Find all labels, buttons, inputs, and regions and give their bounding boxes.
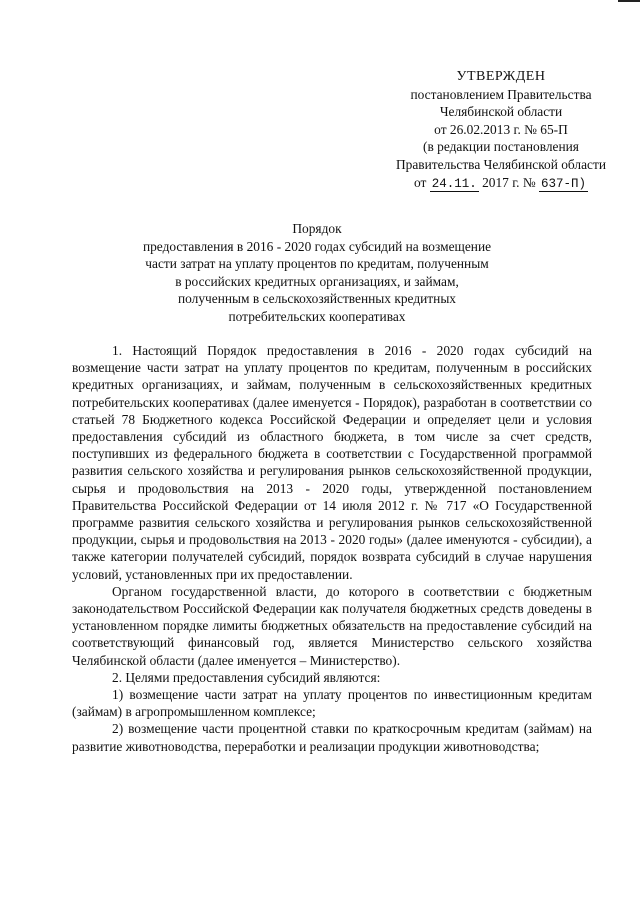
approval-line: (в редакции постановления bbox=[423, 139, 579, 155]
approval-line: Правительства Челябинской области bbox=[396, 156, 606, 172]
approval-title: УТВЕРЖДЕН bbox=[456, 69, 546, 84]
title-line: части затрат на уплату процентов по кредитам, полученным bbox=[145, 256, 489, 272]
approval-line: Челябинской области bbox=[439, 104, 563, 120]
amendment-year: 2017 г. № bbox=[482, 174, 536, 190]
list-item-2: 2) возмещение части процентной ставки по краткосрочным кредитам (займам) на развитие животноводства, переработки и реализации продукции животноводства; bbox=[72, 721, 592, 754]
approval-stamp bbox=[396, 68, 606, 193]
page-corner-mark bbox=[618, 0, 640, 2]
approval-line: от 26.02.2013 г. № 65-П bbox=[434, 121, 568, 137]
title-line: в российских кредитных организациях, и займам, bbox=[175, 273, 459, 289]
title-line: полученным в сельскохозяйственных кредитных bbox=[177, 291, 457, 307]
title-heading: Порядок bbox=[292, 221, 342, 236]
amendment-date: 24.11. bbox=[431, 176, 477, 191]
document-body bbox=[72, 342, 592, 755]
amendment-prefix: от bbox=[413, 174, 427, 190]
approval-line: постановлением Правительства bbox=[410, 86, 592, 102]
title-line: потребительских кооперативах bbox=[228, 308, 406, 324]
title-line: предоставления в 2016 - 2020 годах субсидий на возмещение bbox=[142, 238, 492, 254]
paragraph-1: 1. Настоящий Порядок предоставления в 2016 - 2020 годах субсидий на возмещение части затрат на уплату процентов по кредитам, полученным в российских кредитных организациях, и займам, полученным в сельскохозяйственных кредитных потребительских кооперативах (далее именуется - Порядок), разработан в соответствии со статьей 78 Бюджетного кодекса Российской Федерации и определяет цели и условия предоставления субсидий из областного бюджета, в том числе за счет средств, поступивших из федерального бюджета в соответствии с Государственной программой развития сельского хозяйства и регулирования рынков сельскохозяйственной продукции, сырья и продовольствия на 2013 - 2020 годы, утвержденной постановлением Правительства Российской Федерации от 14 июля 2012 г. № 717 «О Государственной программе развития сельского хозяйства и регулирования рынков сельскохозяйственной продукции, сырья и продовольствия на 2013 - 2020 годы» (далее именуются - субсидии), а также категории получателей субсидий, порядок возврата субсидий в случае нарушения условий, установленных при их предоставлении. bbox=[72, 343, 592, 582]
list-item-1: 1) возмещение части затрат на уплату процентов по инвестиционным кредитам (займам) в агропромышленном комплексе; bbox=[72, 687, 592, 720]
paragraph-2: Органом государственной власти, до которого в соответствии с бюджетным законодательством Российской Федерации как получателя бюджетных средств доведены в установленном порядке лимиты бюджетных обязательств на предоставление субсидий на соответствующий финансовый год, является Министерство сельского хозяйства Челябинской области (далее именуется – Министерство). bbox=[72, 583, 592, 668]
amendment-line bbox=[396, 174, 606, 194]
paragraph-3: 2. Целями предоставления субсидий являются: bbox=[112, 669, 381, 685]
document-title bbox=[100, 220, 534, 326]
amendment-number: 637-П) bbox=[541, 176, 587, 191]
